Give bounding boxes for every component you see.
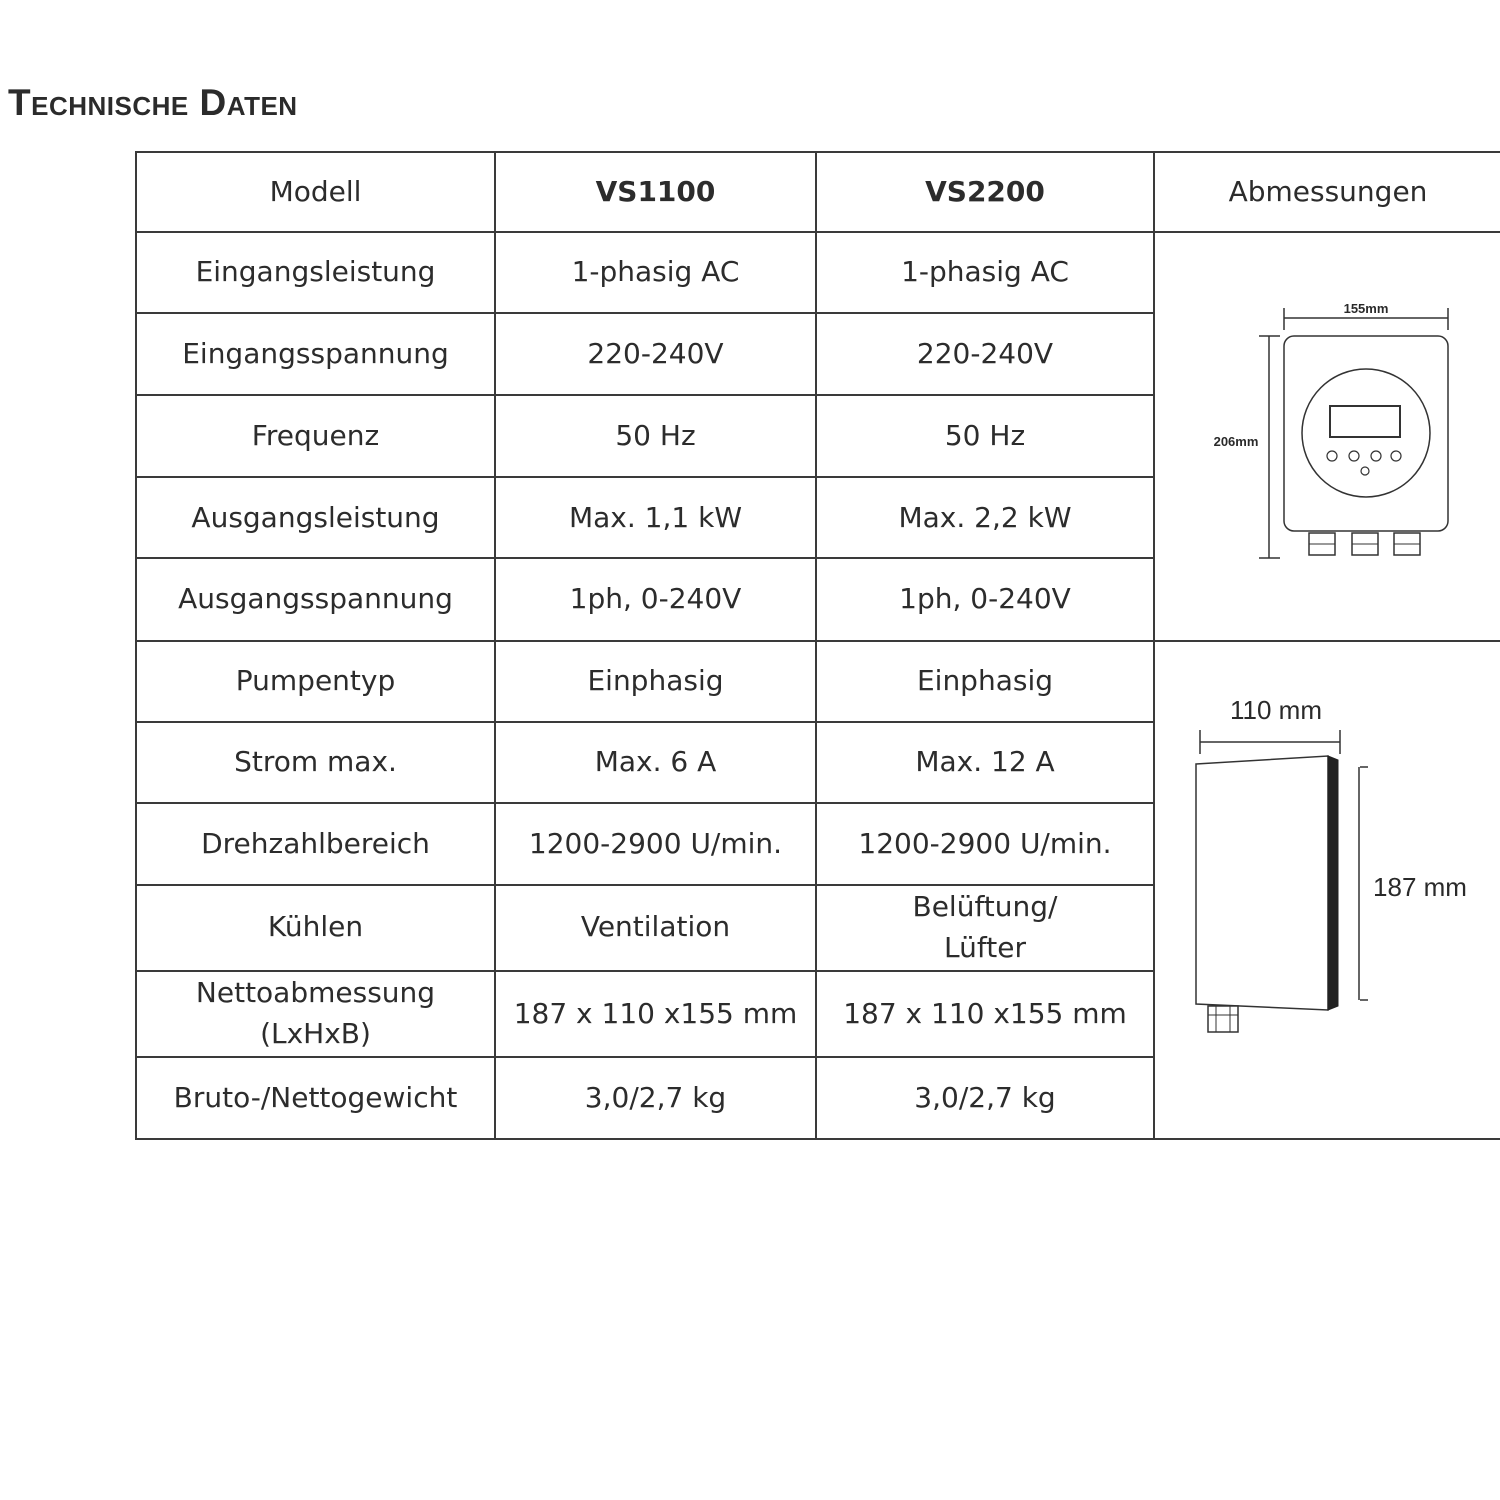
row-label: Ausgangsspannung bbox=[136, 558, 495, 640]
cell-vs1100: 1200-2900 U/min. bbox=[495, 803, 816, 885]
cell-vs1100: 1-phasig AC bbox=[495, 232, 816, 313]
model-vs2200: VS2200 bbox=[816, 152, 1154, 232]
cell-vs2200: Einphasig bbox=[816, 641, 1154, 723]
header-row bbox=[136, 152, 1500, 232]
row-label: Frequenz bbox=[136, 395, 495, 477]
cell-vs2200-line2: Lüfter bbox=[944, 930, 1026, 964]
side-view-drawing bbox=[1156, 642, 1500, 1127]
header-label: Modell bbox=[136, 152, 495, 232]
dimensions-header: Abmessungen bbox=[1154, 152, 1500, 232]
cell-vs1100: 50 Hz bbox=[495, 395, 816, 477]
cell-vs2200: 3,0/2,7 kg bbox=[816, 1057, 1154, 1139]
table-row bbox=[136, 232, 1500, 313]
front-width-label: 155mm bbox=[1343, 301, 1388, 316]
row-label-line2: (LxHxB) bbox=[260, 1017, 371, 1050]
side-height-label: 187 mm bbox=[1372, 871, 1467, 902]
side-view-drawing-cell bbox=[1154, 641, 1500, 1140]
row-label: Strom max. bbox=[136, 722, 495, 803]
cell-vs1100: 220-240V bbox=[495, 313, 816, 395]
cell-vs2200: Max. 12 A bbox=[816, 722, 1154, 803]
row-label: Eingangsspannung bbox=[136, 313, 495, 395]
cell-vs1100: Max. 6 A bbox=[495, 722, 816, 803]
cell-vs2200: 187 x 110 x155 mm bbox=[816, 971, 1154, 1058]
row-label-line1: Nettoabmessung bbox=[195, 976, 436, 1010]
side-depth-label: 110 mm bbox=[1229, 694, 1322, 725]
cell-vs1100: Max. 1,1 kW bbox=[495, 477, 816, 558]
row-label: Kühlen bbox=[136, 885, 495, 971]
cell-vs2200: 1ph, 0-240V bbox=[816, 558, 1154, 640]
table-row bbox=[136, 641, 1500, 723]
spec-table bbox=[135, 151, 1500, 1140]
model-vs1100: VS1100 bbox=[495, 152, 816, 232]
front-height-label: 206mm bbox=[1213, 434, 1258, 449]
row-label: Eingangsleistung bbox=[136, 232, 495, 313]
cell-vs1100: 187 x 110 x155 mm bbox=[495, 971, 816, 1058]
front-view-drawing bbox=[1156, 233, 1500, 628]
row-label: Pumpentyp bbox=[136, 641, 495, 723]
row-label: Ausgangsleistung bbox=[136, 477, 495, 558]
row-label: Bruto-/Nettogewicht bbox=[136, 1057, 495, 1139]
cell-vs2200: 1-phasig AC bbox=[816, 232, 1154, 313]
page-title: Technische Daten bbox=[8, 82, 298, 123]
front-view-drawing-cell bbox=[1154, 232, 1500, 641]
cell-vs2200: 50 Hz bbox=[816, 395, 1154, 477]
cell-vs2200 bbox=[816, 885, 1154, 971]
cell-vs2200: 1200-2900 U/min. bbox=[816, 803, 1154, 885]
row-label: Drehzahlbereich bbox=[136, 803, 495, 885]
cell-vs2200: Max. 2,2 kW bbox=[816, 477, 1154, 558]
cell-vs2200-line1: Belüftung/ bbox=[912, 890, 1058, 924]
row-label bbox=[136, 971, 495, 1058]
cell-vs1100: Ventilation bbox=[495, 885, 816, 971]
cell-vs1100: 1ph, 0-240V bbox=[495, 558, 816, 640]
cell-vs1100: Einphasig bbox=[495, 641, 816, 723]
cell-vs2200: 220-240V bbox=[816, 313, 1154, 395]
cell-vs1100: 3,0/2,7 kg bbox=[495, 1057, 816, 1139]
